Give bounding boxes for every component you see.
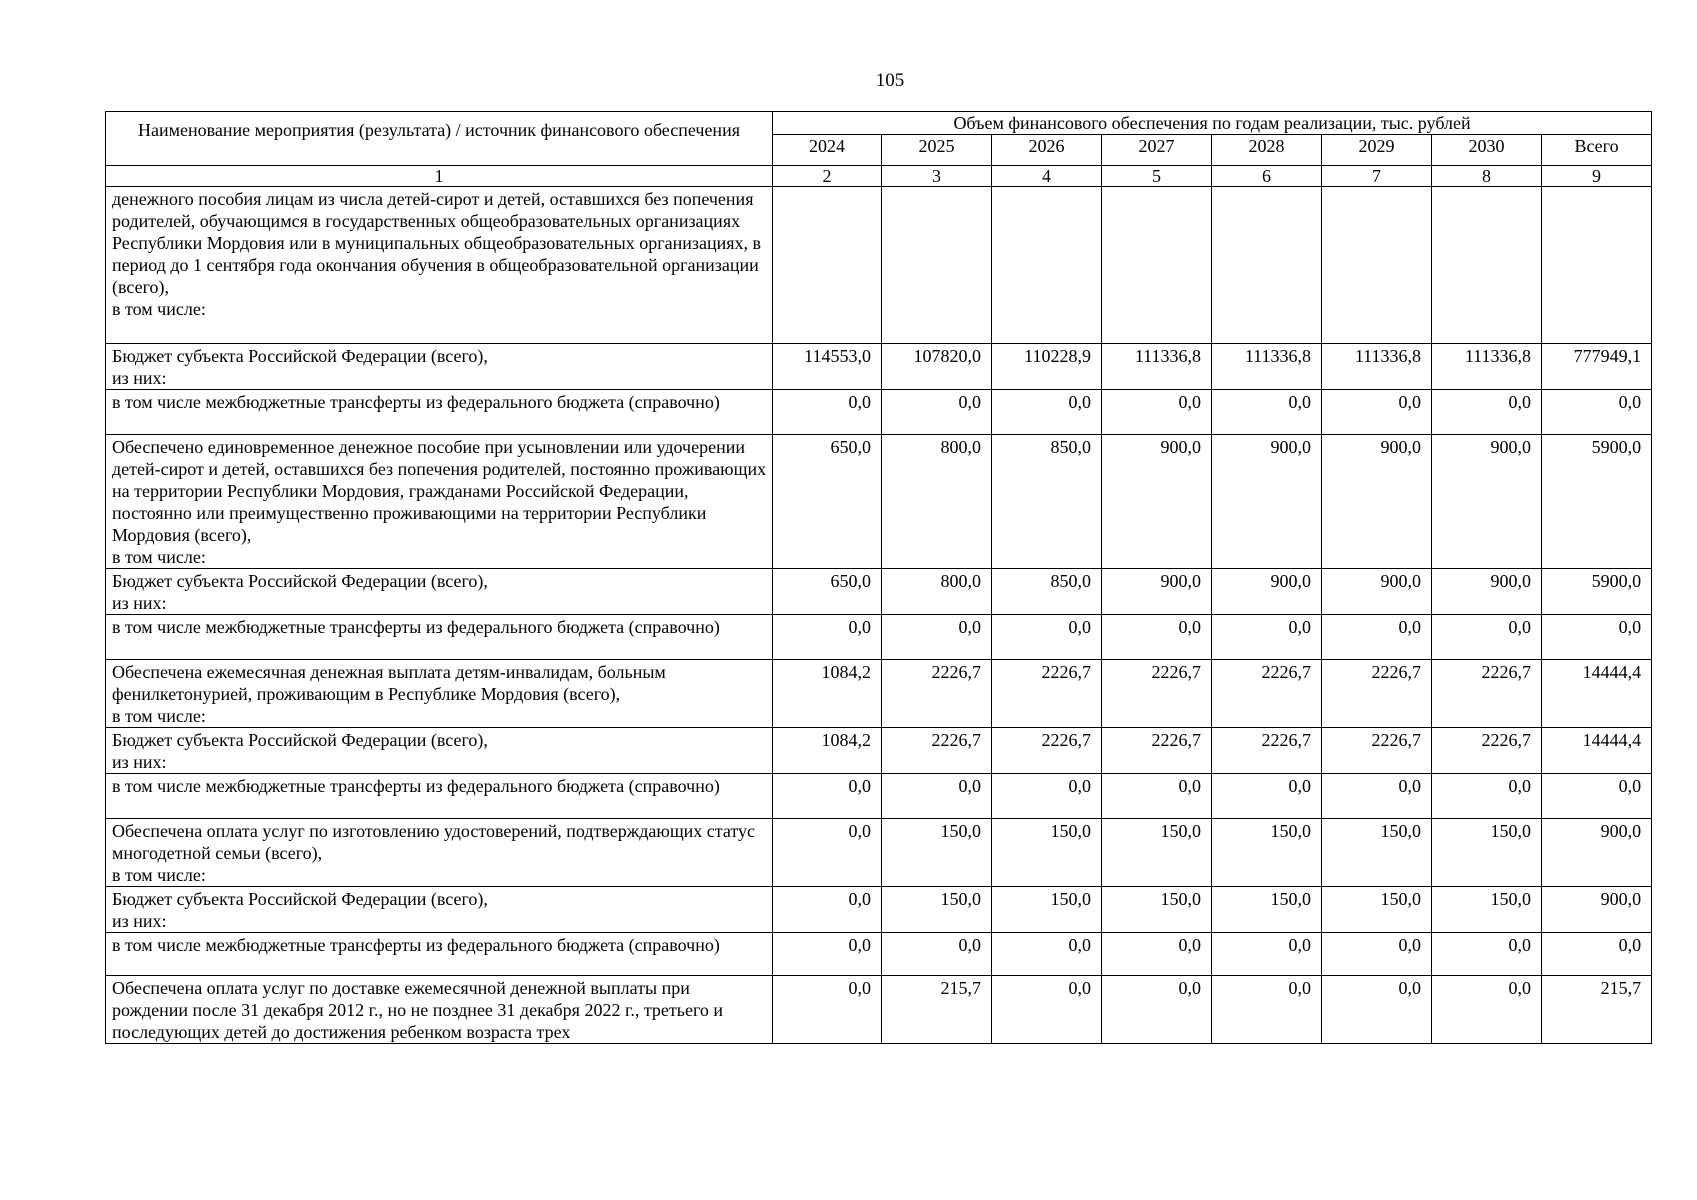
- value-cell: 850,0: [992, 569, 1102, 615]
- year-header: 2026: [992, 135, 1102, 166]
- value-cell: 900,0: [1542, 819, 1652, 887]
- row-label: Бюджет субъекта Российской Федерации (всего), из них:: [106, 344, 773, 390]
- value-cell: 0,0: [1322, 976, 1432, 1044]
- row-label: в том числе межбюджетные трансферты из федерального бюджета (справочно): [106, 390, 773, 435]
- value-cell: 110228,9: [992, 344, 1102, 390]
- page-number: 105: [875, 70, 905, 91]
- value-cell: [1432, 187, 1542, 344]
- value-cell: 650,0: [773, 435, 882, 569]
- value-cell: 2226,7: [1432, 728, 1542, 774]
- row-label: Обеспечена оплата услуг по изготовлению удостоверений, подтверждающих статус многодетной семьи (всего), в том числе:: [106, 819, 773, 887]
- column-number: 7: [1322, 166, 1432, 187]
- value-cell: 2226,7: [882, 728, 992, 774]
- value-cell: 0,0: [1212, 615, 1322, 660]
- value-cell: 0,0: [1432, 774, 1542, 819]
- table-row: [106, 615, 1652, 660]
- value-cell: [992, 187, 1102, 344]
- year-header: 2025: [882, 135, 992, 166]
- table-row: [106, 187, 1652, 344]
- value-cell: 0,0: [1322, 933, 1432, 976]
- row-label: Обеспечена ежемесячная денежная выплата детям-инвалидам, больным фенилкетонурией, проживающим в Республике Мордовия (всего), в том числе:: [106, 660, 773, 728]
- value-cell: 0,0: [1102, 390, 1212, 435]
- value-cell: 2226,7: [1322, 728, 1432, 774]
- year-header: Всего: [1542, 135, 1652, 166]
- row-label: в том числе межбюджетные трансферты из федерального бюджета (справочно): [106, 615, 773, 660]
- value-cell: 2226,7: [992, 728, 1102, 774]
- row-label: денежного пособия лицам из числа детей-сирот и детей, оставшихся без попечения родителей, обучающимся в государственных общеобразовательных организациях Республики Мордовия или в муниципальных общеобразовательных организациях, в период до 1 сентября года окончания обучения в общеобразовательной организации (всего), в том числе:: [106, 187, 773, 344]
- year-header: 2024: [773, 135, 882, 166]
- value-cell: 111336,8: [1322, 344, 1432, 390]
- year-header: 2029: [1322, 135, 1432, 166]
- value-cell: 0,0: [1212, 976, 1322, 1044]
- table-row: [106, 976, 1652, 1044]
- value-cell: 2226,7: [1322, 660, 1432, 728]
- value-cell: 800,0: [882, 569, 992, 615]
- value-cell: 850,0: [992, 435, 1102, 569]
- table-row: [106, 728, 1652, 774]
- row-label: Бюджет субъекта Российской Федерации (всего), из них:: [106, 887, 773, 933]
- value-cell: 900,0: [1212, 569, 1322, 615]
- value-cell: 0,0: [882, 774, 992, 819]
- value-cell: 650,0: [773, 569, 882, 615]
- value-cell: 0,0: [992, 615, 1102, 660]
- value-cell: 150,0: [1322, 887, 1432, 933]
- value-cell: 0,0: [992, 933, 1102, 976]
- value-cell: 0,0: [773, 887, 882, 933]
- value-cell: 111336,8: [1102, 344, 1212, 390]
- value-cell: 900,0: [1432, 435, 1542, 569]
- value-cell: 0,0: [1212, 390, 1322, 435]
- value-cell: 107820,0: [882, 344, 992, 390]
- value-cell: 0,0: [773, 933, 882, 976]
- value-cell: 14444,4: [1542, 660, 1652, 728]
- value-cell: 150,0: [1432, 819, 1542, 887]
- value-cell: 0,0: [773, 390, 882, 435]
- value-cell: 114553,0: [773, 344, 882, 390]
- value-cell: 0,0: [1542, 615, 1652, 660]
- value-cell: 0,0: [1542, 933, 1652, 976]
- value-cell: 900,0: [1542, 887, 1652, 933]
- table-row: [106, 887, 1652, 933]
- value-cell: 150,0: [1212, 887, 1322, 933]
- value-cell: 2226,7: [992, 660, 1102, 728]
- value-cell: 0,0: [1102, 615, 1212, 660]
- value-cell: 0,0: [773, 774, 882, 819]
- value-cell: 900,0: [1212, 435, 1322, 569]
- value-cell: 0,0: [1102, 774, 1212, 819]
- value-cell: 150,0: [1322, 819, 1432, 887]
- financing-table: [105, 111, 1652, 1044]
- table-row: [106, 344, 1652, 390]
- table-row: [106, 774, 1652, 819]
- value-cell: 777949,1: [1542, 344, 1652, 390]
- value-cell: 0,0: [992, 774, 1102, 819]
- value-cell: 0,0: [992, 976, 1102, 1044]
- column-number: 9: [1542, 166, 1652, 187]
- value-cell: [1102, 187, 1212, 344]
- value-cell: 0,0: [1322, 390, 1432, 435]
- value-cell: 0,0: [1542, 774, 1652, 819]
- column-number: 2: [773, 166, 882, 187]
- value-cell: 14444,4: [1542, 728, 1652, 774]
- value-cell: 0,0: [1322, 615, 1432, 660]
- table-row: [106, 569, 1652, 615]
- value-cell: 0,0: [1542, 390, 1652, 435]
- value-cell: [882, 187, 992, 344]
- value-cell: 0,0: [1212, 774, 1322, 819]
- value-cell: 0,0: [1432, 390, 1542, 435]
- value-cell: 900,0: [1432, 569, 1542, 615]
- column-number: 8: [1432, 166, 1542, 187]
- value-cell: [1212, 187, 1322, 344]
- value-cell: 5900,0: [1542, 569, 1652, 615]
- value-cell: 150,0: [992, 819, 1102, 887]
- value-cell: 2226,7: [1212, 728, 1322, 774]
- value-cell: 0,0: [1432, 933, 1542, 976]
- value-cell: 150,0: [1432, 887, 1542, 933]
- row-label: в том числе межбюджетные трансферты из федерального бюджета (справочно): [106, 774, 773, 819]
- value-cell: 900,0: [1322, 435, 1432, 569]
- value-cell: 0,0: [882, 615, 992, 660]
- row-label: Обеспечена оплата услуг по доставке ежемесячной денежной выплаты при рождении после 31 декабря 2012 г., но не позднее 31 декабря 2022 г., третьего и последующих детей до достижения ребенком возраста трех: [106, 976, 773, 1044]
- column-number: 1: [106, 166, 773, 187]
- value-cell: 0,0: [1212, 933, 1322, 976]
- value-cell: 5900,0: [1542, 435, 1652, 569]
- column-number: 4: [992, 166, 1102, 187]
- year-header: 2030: [1432, 135, 1542, 166]
- value-cell: 2226,7: [1432, 660, 1542, 728]
- value-cell: [773, 187, 882, 344]
- value-cell: 111336,8: [1212, 344, 1322, 390]
- value-cell: 0,0: [1432, 615, 1542, 660]
- column-number-row: [106, 166, 1652, 187]
- column-number: 6: [1212, 166, 1322, 187]
- row-label: в том числе межбюджетные трансферты из федерального бюджета (справочно): [106, 933, 773, 976]
- value-cell: 0,0: [992, 390, 1102, 435]
- value-cell: 1084,2: [773, 728, 882, 774]
- table-row: [106, 435, 1652, 569]
- value-cell: 1084,2: [773, 660, 882, 728]
- name-column-header: Наименование мероприятия (результата) / источник финансового обеспечения: [106, 112, 773, 166]
- value-cell: 2226,7: [1212, 660, 1322, 728]
- value-cell: 900,0: [1102, 435, 1212, 569]
- value-cell: 215,7: [882, 976, 992, 1044]
- column-number: 5: [1102, 166, 1212, 187]
- value-cell: 150,0: [882, 887, 992, 933]
- table-row: [106, 660, 1652, 728]
- column-number: 3: [882, 166, 992, 187]
- value-cell: 150,0: [1102, 887, 1212, 933]
- value-cell: 150,0: [1102, 819, 1212, 887]
- value-cell: 215,7: [1542, 976, 1652, 1044]
- value-cell: [1322, 187, 1432, 344]
- value-cell: 0,0: [773, 615, 882, 660]
- value-cell: 0,0: [1102, 976, 1212, 1044]
- year-header: 2027: [1102, 135, 1212, 166]
- value-cell: 150,0: [992, 887, 1102, 933]
- value-cell: 0,0: [1322, 774, 1432, 819]
- value-cell: 900,0: [1102, 569, 1212, 615]
- value-cell: 0,0: [882, 933, 992, 976]
- year-header: 2028: [1212, 135, 1322, 166]
- value-cell: 0,0: [1432, 976, 1542, 1044]
- value-cell: 0,0: [773, 819, 882, 887]
- row-label: Бюджет субъекта Российской Федерации (всего), из них:: [106, 728, 773, 774]
- value-cell: 0,0: [1102, 933, 1212, 976]
- value-cell: [1542, 187, 1652, 344]
- table-body: [106, 187, 1652, 1044]
- value-cell: 2226,7: [1102, 728, 1212, 774]
- volume-header: Объем финансового обеспечения по годам реализации, тыс. рублей: [773, 112, 1652, 135]
- table-row: [106, 933, 1652, 976]
- value-cell: 111336,8: [1432, 344, 1542, 390]
- value-cell: 0,0: [882, 390, 992, 435]
- value-cell: 2226,7: [1102, 660, 1212, 728]
- row-label: Бюджет субъекта Российской Федерации (всего), из них:: [106, 569, 773, 615]
- value-cell: 800,0: [882, 435, 992, 569]
- table-header: [106, 112, 1652, 187]
- row-label: Обеспечено единовременное денежное пособие при усыновлении или удочерении детей-сирот и детей, оставшихся без попечения родителей, постоянно проживающих на территории Республики Мордовия, гражданами Российской Федерации, постоянно или преимущественно проживающими на территории Республики Мордовия (всего), в том числе:: [106, 435, 773, 569]
- value-cell: 150,0: [1212, 819, 1322, 887]
- value-cell: 0,0: [773, 976, 882, 1044]
- value-cell: 900,0: [1322, 569, 1432, 615]
- value-cell: 2226,7: [882, 660, 992, 728]
- table-row: [106, 819, 1652, 887]
- table-row: [106, 390, 1652, 435]
- value-cell: 150,0: [882, 819, 992, 887]
